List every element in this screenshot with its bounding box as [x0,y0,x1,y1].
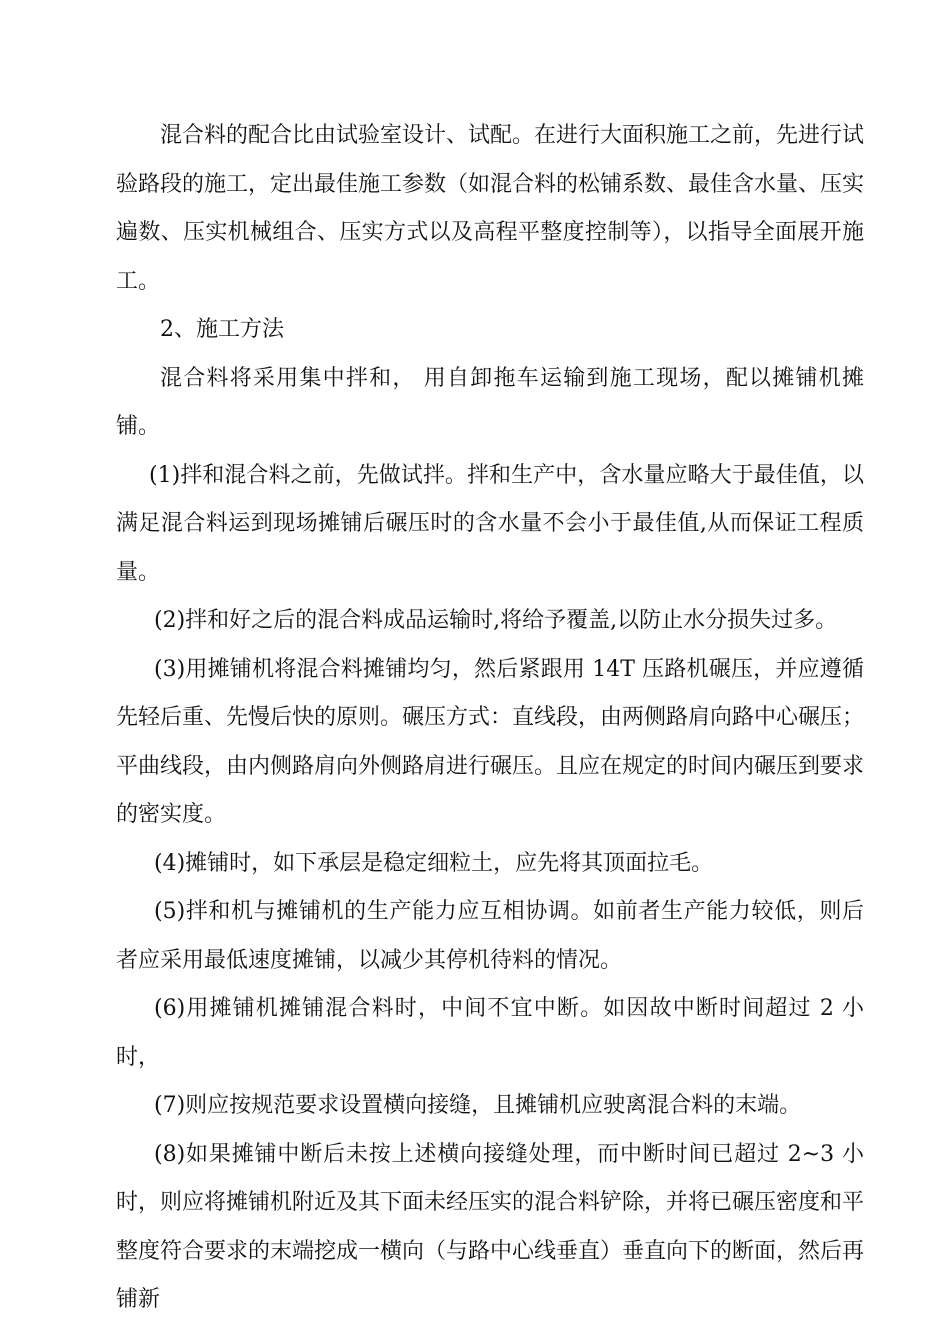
paragraph-item-8: (8)如果摊铺中断后未按上述横向接缝处理，而中断时间已超过 2~3 小时，则应将摊铺机附近及其下面未经压实的混合料铲除，并将已碾压密度和平整度符合要求的末端挖成一横向（与路中心线垂直）垂直向下的断面，然后再铺新 [116,1141,865,1312]
paragraph-item-6: (6)用摊铺机摊铺混合料时，中间不宜中断。如因故中断时间超过 2 小时， [116,996,864,1070]
paragraph-mixing-transport: 混合料将采用集中拌和， 用自卸拖车运输到施工现场，配以摊铺机摊铺。 [116,365,864,439]
document-body [116,112,864,1325]
paragraph-item-2: (2)拌和好之后的混合料成品运输时,将给予覆盖,以防止水分损失过多。 [154,608,838,633]
paragraph-item-4: (4)摊铺时，如下承层是稳定细粒土，应先将其顶面拉毛。 [154,850,714,876]
paragraph-item-5: (5)拌和机与摊铺机的生产能力应互相协调。如前者生产能力较低，则后者应采用最低速度摊铺，以减少其停机待料的情况。 [116,899,864,973]
paragraph-item-3: (3)用摊铺机将混合料摊铺均匀，然后紧跟用 14T 压路机碾压，并应遵循先轻后重、先慢后快的原则。碾压方式：直线段，由两侧路肩向路中心碾压；平曲线段，由内侧路肩向外侧路肩进行碾压。且应在规定的时间内碾压到要求的密实度。 [116,656,865,827]
paragraph-item-7: (7)则应按规范要求设置横向接缝，且摊铺机应驶离混合料的末端。 [154,1093,802,1118]
paragraph-mix-design: 混合料的配合比由试验室设计、试配。在进行大面积施工之前，先进行试验路段的施工，定出最佳施工参数（如混合料的松铺系数、最佳含水量、压实遍数、压实机械组合、压实方式以及高程平整度控制等），以指导全面展开施工。 [116,123,865,294]
section-heading-construction-method: 2、施工方法 [160,317,284,342]
paragraph-item-1: (1)拌和混合料之前，先做试拌。拌和生产中，含水量应略大于最佳值，以满足混合料运到现场摊铺后碾压时的含水量不会小于最佳值,从而保证工程质量。 [116,462,864,585]
